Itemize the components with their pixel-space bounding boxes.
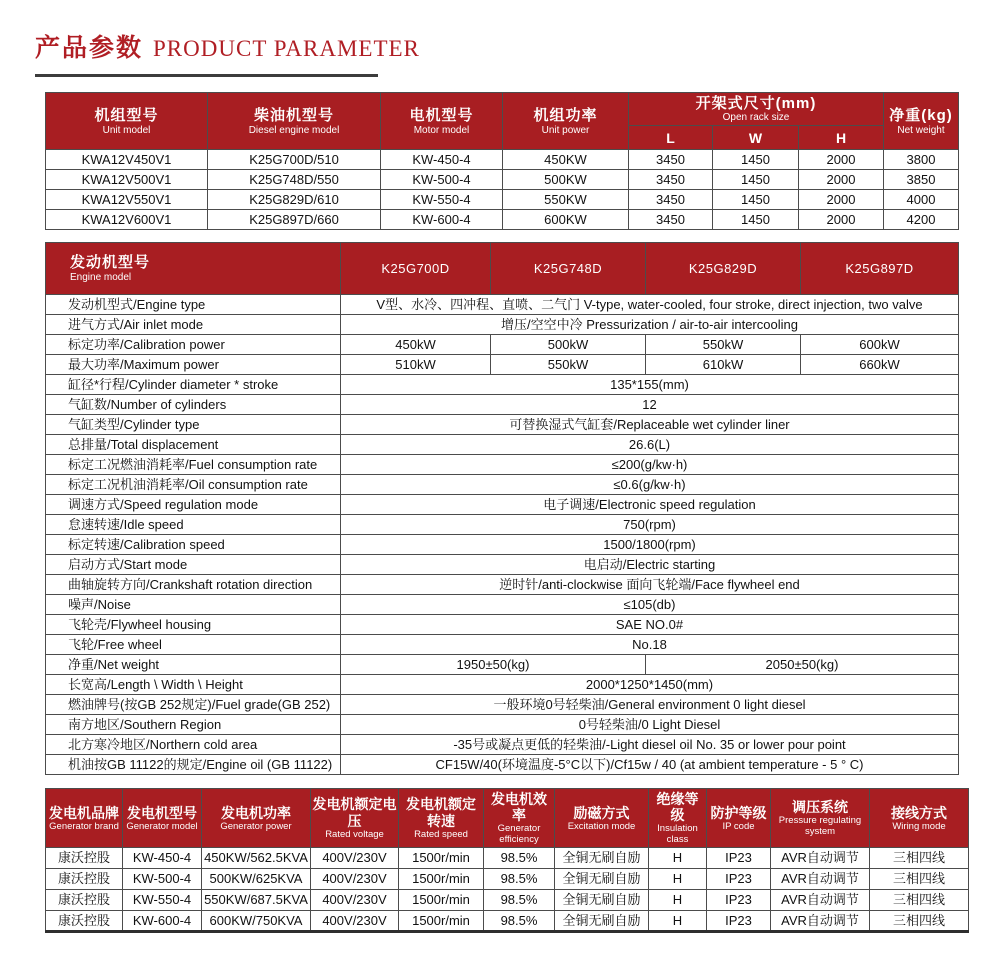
row-label: 净重/Net weight	[46, 655, 341, 675]
table-row	[46, 635, 959, 655]
cell: 98.5%	[484, 890, 555, 911]
engine-spec-table	[45, 242, 959, 775]
row-label: 最大功率/Maximum power	[46, 355, 341, 375]
cell: AVR自动调节	[771, 911, 870, 932]
table-row	[46, 415, 959, 435]
header-label-en: Pressure regulating system	[778, 815, 862, 837]
cell: 电子调速/Electronic speed regulation	[341, 495, 959, 515]
cell: 550KW	[503, 190, 629, 210]
row-label: 启动方式/Start mode	[46, 555, 341, 575]
row-label: 曲轴旋转方向/Crankshaft rotation direction	[46, 575, 341, 595]
cell: 660kW	[801, 355, 959, 375]
table-row	[46, 535, 959, 555]
cell: 1950±50(kg)	[341, 655, 646, 675]
cell: 3450	[629, 170, 713, 190]
header-label-zh: 机组功率	[533, 106, 598, 124]
header-label-en: Unit model	[102, 124, 151, 136]
cell: H	[649, 869, 707, 890]
header-label-en: Engine model	[70, 272, 132, 284]
cell: 0号轻柴油/0 Light Diesel	[341, 715, 959, 735]
header-label-en: Unit power	[541, 124, 590, 136]
table-row	[46, 695, 959, 715]
header-label-en: Diesel engine model	[248, 124, 340, 136]
cell: 4200	[884, 210, 959, 230]
header-label-zh: 净重(kg)	[889, 106, 953, 124]
table-row	[46, 190, 959, 210]
cell: 逆时针/anti-clockwise 面向飞轮端/Face flywheel end	[341, 575, 959, 595]
cell: 3450	[629, 210, 713, 230]
cell: 3450	[629, 190, 713, 210]
table-row	[46, 315, 959, 335]
cell: KW-500-4	[381, 170, 503, 190]
cell: 2000	[799, 210, 884, 230]
row-label: 发动机型式/Engine type	[46, 295, 341, 315]
cell: KWA12V450V1	[46, 150, 208, 170]
generator-spec-table-header	[46, 789, 969, 848]
cell: 增压/空空中冷 Pressurization / air-to-air intercooling	[341, 315, 959, 335]
table-row	[46, 555, 959, 575]
table-row	[46, 911, 969, 932]
cell: 3800	[884, 150, 959, 170]
header-label-zh: 电机型号	[409, 106, 474, 124]
table-row	[46, 755, 959, 775]
cell: 可替换湿式气缸套/Replaceable wet cylinder liner	[341, 415, 959, 435]
header-label-zh: 发电机额定电压	[312, 796, 397, 829]
header-label-zh: 开架式尺寸(mm)	[695, 95, 817, 112]
table-row	[46, 435, 959, 455]
cell: 1450	[713, 170, 799, 190]
cell: K25G897D/660	[208, 210, 381, 230]
cell: 500KW/625KVA	[202, 869, 311, 890]
generator-spec-table	[45, 788, 969, 933]
page-title-en: PRODUCT PARAMETER	[153, 36, 420, 61]
header-subcell: L	[629, 126, 713, 150]
row-label: 噪声/Noise	[46, 595, 341, 615]
cell: 400V/230V	[311, 890, 399, 911]
cell: KW-600-4	[381, 210, 503, 230]
cell: CF15W/40(环境温度-5°C以下)/Cf15w / 40 (at ambient temperature - 5 ° C)	[341, 755, 959, 775]
cell: 全铜无刷自励	[555, 890, 649, 911]
cell: 4000	[884, 190, 959, 210]
header-label-zh: 调压系统	[792, 799, 848, 816]
cell: No.18	[341, 635, 959, 655]
cell: 450KW	[503, 150, 629, 170]
header-row	[46, 93, 959, 126]
header-label-zh: 发动机型号	[70, 254, 151, 272]
header-cell-engine-model	[46, 243, 341, 295]
cell: SAE NO.0#	[341, 615, 959, 635]
header-cell	[46, 93, 208, 150]
cell: 1500r/min	[399, 911, 484, 932]
header-label-zh: 机组型号	[94, 106, 159, 124]
cell: 三相四线	[870, 848, 969, 869]
header-label-en: Generator model	[126, 820, 198, 832]
row-label: 飞轮壳/Flywheel housing	[46, 615, 341, 635]
cell: ≤0.6(g/kw·h)	[341, 475, 959, 495]
table-row	[46, 515, 959, 535]
cell: KW-500-4	[123, 869, 202, 890]
cell: 510kW	[341, 355, 491, 375]
generator-spec-table-body	[46, 848, 969, 932]
header-label-en: Generator brand	[49, 820, 119, 832]
cell: KWA12V500V1	[46, 170, 208, 190]
row-label: 燃油牌号(按GB 252规定)/Fuel grade(GB 252)	[46, 695, 341, 715]
cell: IP23	[707, 869, 771, 890]
row-label: 长宽高/Length \ Width \ Height	[46, 675, 341, 695]
cell: 康沃控股	[46, 869, 123, 890]
cell: 一般环境0号轻柴油/General environment 0 light diesel	[341, 695, 959, 715]
cell: KW-550-4	[381, 190, 503, 210]
cell: KW-550-4	[123, 890, 202, 911]
table-row	[46, 395, 959, 415]
header-cell-model: K25G748D	[491, 243, 646, 295]
header-cell	[381, 93, 503, 150]
cell: 三相四线	[870, 911, 969, 932]
cell: AVR自动调节	[771, 869, 870, 890]
row-label: 南方地区/Southern Region	[46, 715, 341, 735]
row-label: 气缸数/Number of cylinders	[46, 395, 341, 415]
table-row	[46, 295, 959, 315]
table-row	[46, 890, 969, 911]
header-label-zh: 发电机效率	[491, 791, 547, 824]
header-row	[46, 243, 959, 295]
cell: K25G829D/610	[208, 190, 381, 210]
header-label-en: Insulation class	[657, 823, 698, 845]
header-label-zh: 发电机型号	[127, 804, 197, 821]
row-label: 标定工况燃油消耗率/Fuel consumption rate	[46, 455, 341, 475]
table-row	[46, 335, 959, 355]
cell: 600kW	[801, 335, 959, 355]
page-title	[35, 28, 1000, 64]
cell: IP23	[707, 848, 771, 869]
cell: 600KW/750KVA	[202, 911, 311, 932]
cell: ≤200(g/kw·h)	[341, 455, 959, 475]
cell: 2000	[799, 170, 884, 190]
cell: 550kW	[646, 335, 801, 355]
table-row	[46, 355, 959, 375]
header-label-zh: 防护等级	[710, 804, 767, 821]
cell: IP23	[707, 890, 771, 911]
header-cell	[870, 789, 969, 848]
table-row	[46, 675, 959, 695]
cell: 400V/230V	[311, 911, 399, 932]
table-row	[46, 495, 959, 515]
cell: KW-600-4	[123, 911, 202, 932]
header-label-en: Open rack size	[722, 112, 790, 124]
header-cell	[202, 789, 311, 848]
header-label-en: Rated speed	[414, 828, 468, 840]
header-cell	[555, 789, 649, 848]
header-label-en: Motor model	[413, 124, 470, 136]
header-cell-model: K25G829D	[646, 243, 801, 295]
header-subcell: H	[799, 126, 884, 150]
header-cell	[311, 789, 399, 848]
cell: 全铜无刷自励	[555, 848, 649, 869]
row-label: 怠速转速/Idle speed	[46, 515, 341, 535]
header-label-en: Excitation mode	[567, 820, 636, 832]
cell: H	[649, 911, 707, 932]
header-label-zh: 励磁方式	[573, 804, 630, 821]
header-cell-model: K25G897D	[801, 243, 959, 295]
cell: 康沃控股	[46, 890, 123, 911]
cell: KWA12V600V1	[46, 210, 208, 230]
header-cell-model: K25G700D	[341, 243, 491, 295]
row-label: 缸径*行程/Cylinder diameter * stroke	[46, 375, 341, 395]
unit-spec-table-body	[46, 150, 959, 230]
cell: 98.5%	[484, 911, 555, 932]
cell: V型、水冷、四冲程、直喷、二气门 V-type, water-cooled, four stroke, direct injection, two valve	[341, 295, 959, 315]
cell: 1450	[713, 190, 799, 210]
cell: -35号或凝点更低的轻柴油/-Light diesel oil No. 35 or lower pour point	[341, 735, 959, 755]
table-row	[46, 375, 959, 395]
header-cell	[649, 789, 707, 848]
cell: IP23	[707, 911, 771, 932]
cell: 1500/1800(rpm)	[341, 535, 959, 555]
header-row	[46, 789, 969, 848]
cell: 3450	[629, 150, 713, 170]
cell: KWA12V550V1	[46, 190, 208, 210]
cell: 1450	[713, 210, 799, 230]
cell: 康沃控股	[46, 848, 123, 869]
header-label-en: IP code	[722, 820, 755, 832]
cell: 500kW	[491, 335, 646, 355]
cell: H	[649, 848, 707, 869]
cell: 750(rpm)	[341, 515, 959, 535]
cell: 400V/230V	[311, 848, 399, 869]
header-label-en: Generator power	[220, 820, 292, 832]
cell: 26.6(L)	[341, 435, 959, 455]
cell: 550kW	[491, 355, 646, 375]
cell: K25G700D/510	[208, 150, 381, 170]
row-label: 标定转速/Calibration speed	[46, 535, 341, 555]
header-label-zh: 接线方式	[891, 804, 947, 821]
page-title-zh: 产品参数	[35, 34, 144, 62]
row-label: 进气方式/Air inlet mode	[46, 315, 341, 335]
engine-spec-table-body	[46, 295, 959, 775]
table-row	[46, 615, 959, 635]
table-row	[46, 150, 959, 170]
engine-spec-table-header	[46, 243, 959, 295]
table-row	[46, 655, 959, 675]
header-cell	[771, 789, 870, 848]
cell: 三相四线	[870, 869, 969, 890]
cell: 三相四线	[870, 890, 969, 911]
header-cell	[399, 789, 484, 848]
unit-spec-table-header	[46, 93, 959, 150]
cell: 400V/230V	[311, 869, 399, 890]
cell: 2000	[799, 150, 884, 170]
cell: 2000*1250*1450(mm)	[341, 675, 959, 695]
table-row	[46, 735, 959, 755]
cell: 610kW	[646, 355, 801, 375]
cell: 3850	[884, 170, 959, 190]
header-label-zh: 发电机功率	[221, 804, 291, 821]
cell: 1500r/min	[399, 848, 484, 869]
row-label: 飞轮/Free wheel	[46, 635, 341, 655]
table-row	[46, 848, 969, 869]
cell: KW-450-4	[123, 848, 202, 869]
cell: 98.5%	[484, 848, 555, 869]
header-label-zh: 绝缘等级	[656, 791, 699, 824]
cell: 600KW	[503, 210, 629, 230]
header-cell-net-weight	[884, 93, 959, 150]
table-row	[46, 210, 959, 230]
title-underline	[35, 74, 378, 77]
cell: AVR自动调节	[771, 890, 870, 911]
cell: 2000	[799, 190, 884, 210]
cell: 12	[341, 395, 959, 415]
cell: 550KW/687.5KVA	[202, 890, 311, 911]
cell: 1500r/min	[399, 890, 484, 911]
header-label-en: Net weight	[897, 124, 945, 136]
header-cell	[707, 789, 771, 848]
cell: 500KW	[503, 170, 629, 190]
cell: 98.5%	[484, 869, 555, 890]
row-label: 机油按GB 11122的规定/Engine oil (GB 11122)	[46, 755, 341, 775]
header-label-en: Generator efficiency	[497, 823, 541, 845]
cell: 康沃控股	[46, 911, 123, 932]
table-row	[46, 595, 959, 615]
header-cell	[46, 789, 123, 848]
row-label: 标定功率/Calibration power	[46, 335, 341, 355]
header-subcell: W	[713, 126, 799, 150]
table-row	[46, 455, 959, 475]
cell: 全铜无刷自励	[555, 911, 649, 932]
table-row	[46, 715, 959, 735]
header-label-zh: 柴油机型号	[253, 106, 334, 124]
table-row	[46, 170, 959, 190]
cell: K25G748D/550	[208, 170, 381, 190]
row-label: 北方寒冷地区/Northern cold area	[46, 735, 341, 755]
row-label: 调速方式/Speed regulation mode	[46, 495, 341, 515]
header-label-zh: 发电机品牌	[49, 804, 119, 821]
table-row	[46, 869, 969, 890]
cell: H	[649, 890, 707, 911]
cell: 电启动/Electric starting	[341, 555, 959, 575]
table-row	[46, 475, 959, 495]
row-label: 标定工况机油消耗率/Oil consumption rate	[46, 475, 341, 495]
cell: 450KW/562.5KVA	[202, 848, 311, 869]
cell: 全铜无刷自励	[555, 869, 649, 890]
cell: 1500r/min	[399, 869, 484, 890]
cell: 135*155(mm)	[341, 375, 959, 395]
row-label: 气缸类型/Cylinder type	[46, 415, 341, 435]
cell: KW-450-4	[381, 150, 503, 170]
header-cell	[208, 93, 381, 150]
header-label-en: Wiring mode	[892, 820, 946, 832]
header-cell	[503, 93, 629, 150]
cell: 1450	[713, 150, 799, 170]
header-label-en: Rated voltage	[325, 828, 384, 840]
header-cell	[123, 789, 202, 848]
header-cell	[484, 789, 555, 848]
unit-spec-table	[45, 92, 959, 230]
header-cell-open-rack-size	[629, 93, 884, 126]
table-row	[46, 575, 959, 595]
cell: AVR自动调节	[771, 848, 870, 869]
cell: 2050±50(kg)	[646, 655, 959, 675]
cell: ≤105(db)	[341, 595, 959, 615]
cell: 450kW	[341, 335, 491, 355]
row-label: 总排量/Total displacement	[46, 435, 341, 455]
header-label-zh: 发电机额定转速	[406, 796, 476, 829]
